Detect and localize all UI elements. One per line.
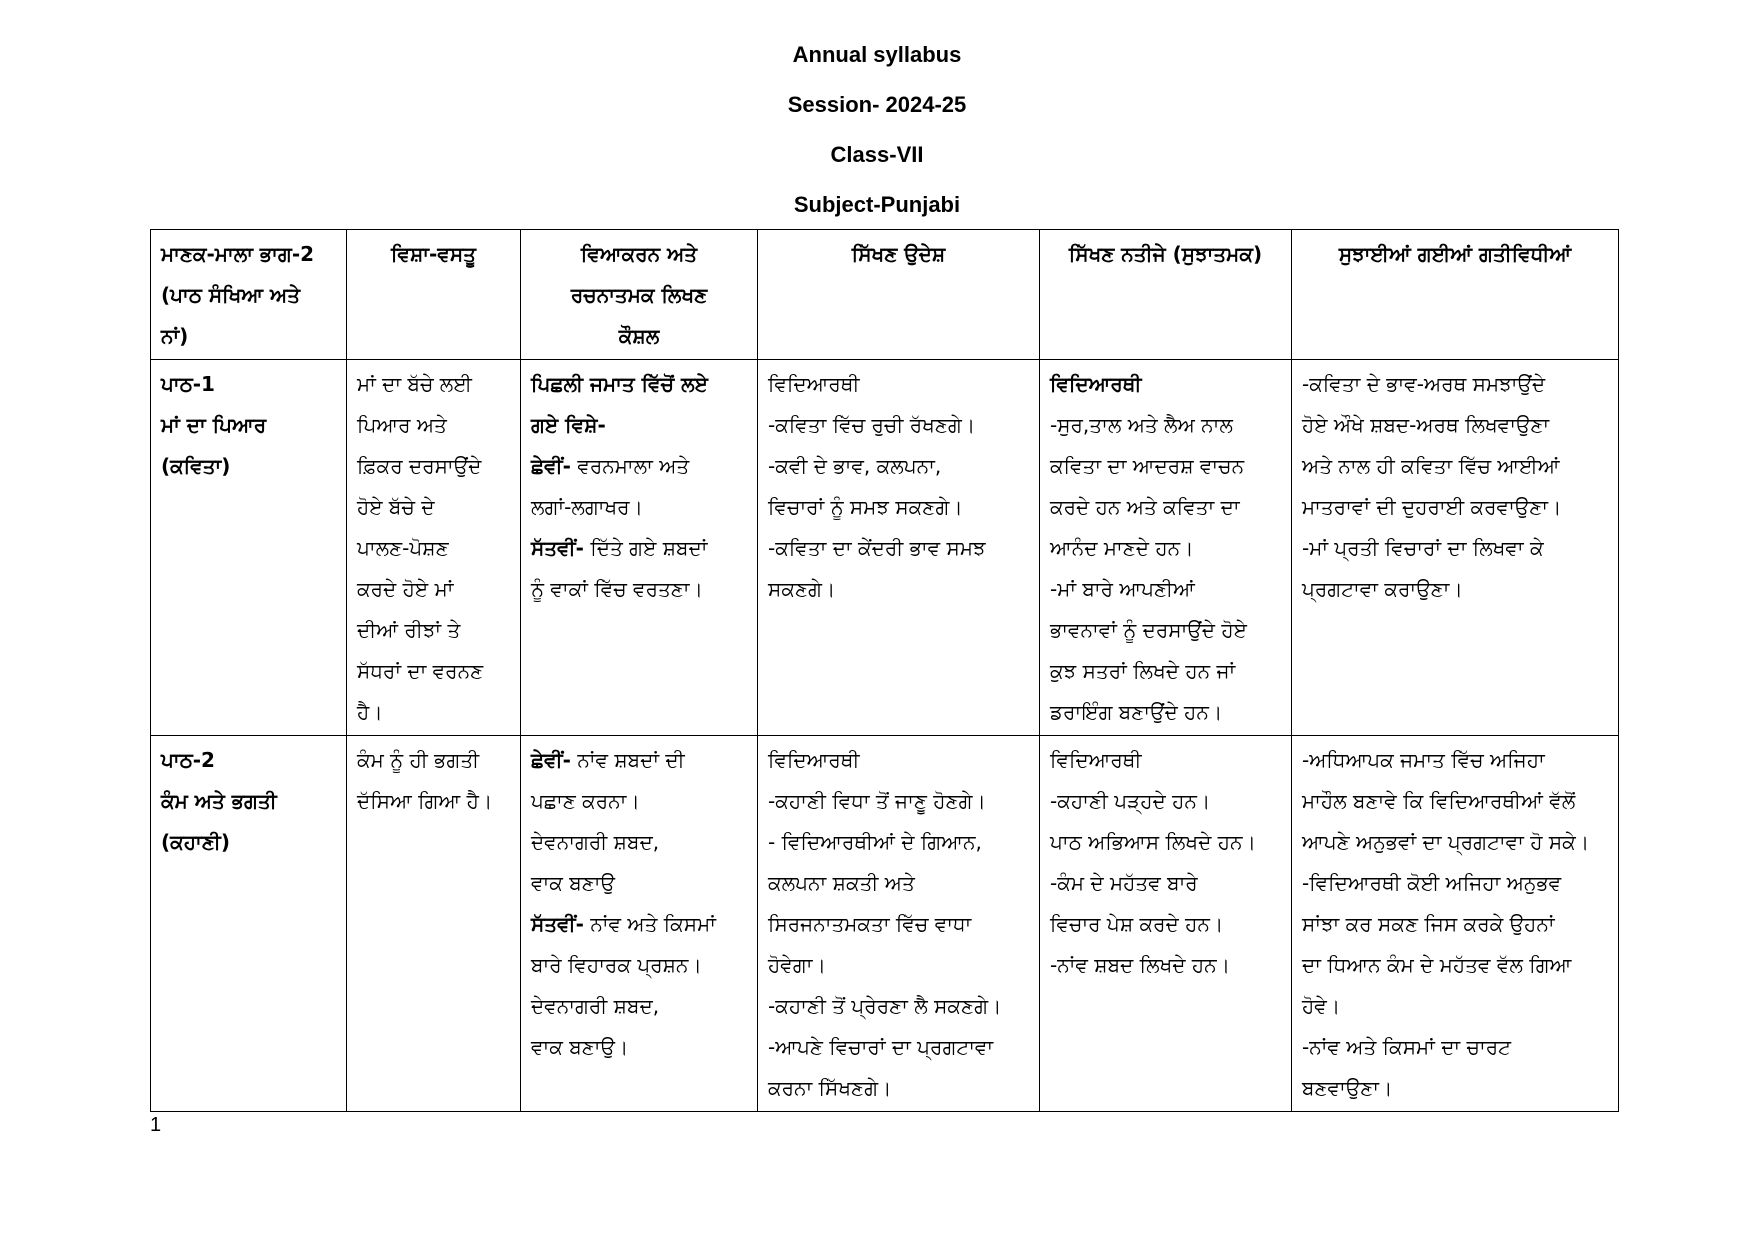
activities-line: ਪ੍ਰਗਟਾਵਾ ਕਰਾਉਣਾ।: [1302, 577, 1463, 601]
content-line: ਹੋਏ ਬੱਚੇ ਦੇ: [357, 495, 435, 519]
lesson-line: ਪਾਠ-2: [161, 748, 215, 772]
outcomes-line: [1050, 740, 1281, 781]
objectives-line: ਹੋਵੇਗਾ।: [768, 953, 826, 977]
line-text: ਲਗਾਂ-ਲਗਾਖਰ।: [531, 495, 644, 519]
content-line: ਪਾਲਣ-ਪੋਸ਼ਣ: [357, 536, 449, 560]
activities-line: -ਮਾਂ ਪ੍ਰਤੀ ਵਿਚਾਰਾਂ ਦਾ ਲਿਖਵਾ ਕੇ: [1302, 536, 1544, 560]
cell-content: [347, 360, 521, 736]
outcomes-line: [1050, 904, 1281, 945]
objectives-line: ਸਕਣਗੇ।: [768, 577, 836, 601]
bold-label: ਸੱਤਵੀਂ-: [531, 912, 584, 936]
line-text: ਦੇਵਨਾਗਰੀ ਸ਼ਬਦ,: [531, 830, 660, 854]
header-activities: ਸੁਝਾਈਆਂ ਗਈਆਂ ਗਤੀਵਿਧੀਆਂ: [1292, 230, 1619, 360]
outcomes-line: [1050, 822, 1281, 863]
doc-title: Annual syllabus: [792, 42, 962, 67]
content-line: ਦੀਆਂ ਰੀਝਾਂ ਤੇ: [357, 618, 461, 642]
table-header-row: [151, 230, 1619, 360]
cell-objectives: [758, 360, 1040, 736]
lesson-line: ਮਾਂ ਦਾ ਪਿਆਰ: [161, 413, 267, 437]
syllabus-table: [150, 229, 1619, 1112]
grammar-line: [531, 904, 747, 945]
cell-lesson: [151, 736, 347, 1112]
outcomes-line: [1050, 487, 1281, 528]
outcomes-line: [1050, 569, 1281, 610]
cell-lesson: [151, 360, 347, 736]
objectives-line: -ਕਵਿਤਾ ਵਿੱਚ ਰੁਚੀ ਰੱਖਣਗੇ।: [768, 413, 976, 437]
content-line: ਪਿਆਰ ਅਤੇ: [357, 413, 447, 437]
line-text: ਵਿਦਿਆਰਥੀ: [1050, 748, 1142, 772]
cell-grammar: [521, 360, 758, 736]
content-line: ਫ਼ਿਕਰ ਦਰਸਾਉਂਦੇ: [357, 454, 482, 478]
line-text: ਆਨੰਦ ਮਾਣਦੇ ਹਨ।: [1050, 536, 1194, 560]
activities-line: ਦਾ ਧਿਆਨ ਕੰਮ ਦੇ ਮਹੱਤਵ ਵੱਲ ਗਿਆ: [1302, 953, 1572, 977]
grammar-line: [531, 740, 747, 781]
document-header: [0, 30, 1754, 230]
objectives-line: ਵਿਦਿਆਰਥੀ: [768, 748, 860, 772]
line-text: ਕੁਝ ਸਤਰਾਂ ਲਿਖਦੇ ਹਨ ਜਾਂ: [1050, 659, 1236, 683]
objectives-line: ਵਿਦਿਆਰਥੀ: [768, 372, 860, 396]
outcomes-line: [1050, 945, 1281, 986]
objectives-line: ਵਿਚਾਰਾਂ ਨੂੰ ਸਮਝ ਸਕਣਗੇ।: [768, 495, 963, 519]
activities-line: -ਵਿਦਿਆਰਥੀ ਕੋਈ ਅਜਿਹਾ ਅਨੁਭਵ: [1302, 871, 1562, 895]
objectives-line: ਸਿਰਜਨਾਤਮਕਤਾ ਵਿੱਚ ਵਾਧਾ: [768, 912, 972, 936]
objectives-line: -ਕਵੀ ਦੇ ਭਾਵ, ਕਲਪਨਾ,: [768, 454, 942, 478]
grammar-line: [531, 781, 747, 822]
activities-line: -ਅਧਿਆਪਕ ਜਮਾਤ ਵਿੱਚ ਅਜਿਹਾ: [1302, 748, 1545, 772]
header-lesson: ਮਾਣਕ-ਮਾਲਾ ਭਾਗ-2 (ਪਾਠ ਸੰਖਿਆ ਅਤੇ ਨਾਂ): [151, 230, 347, 360]
line-text: ਪਾਠ ਅਭਿਆਸ ਲਿਖਦੇ ਹਨ।: [1050, 830, 1256, 854]
objectives-line: ਕਰਨਾ ਸਿੱਖਣਗੇ।: [768, 1076, 892, 1100]
cell-outcomes: [1040, 360, 1292, 736]
line-text: -ਸੁਰ,ਤਾਲ ਅਤੇ ਲੈਅ ਨਾਲ: [1050, 413, 1233, 437]
line-text: ਕਵਿਤਾ ਦਾ ਆਦਰਸ਼ ਵਾਚਨ: [1050, 454, 1245, 478]
grammar-line: [531, 1027, 747, 1068]
outcomes-line: [1050, 610, 1281, 651]
line-text: ਵਾਕ ਬਣਾਉ: [531, 871, 615, 895]
outcomes-line: [1050, 863, 1281, 904]
content-line: ਦੱਸਿਆ ਗਿਆ ਹੈ।: [357, 789, 493, 813]
content-line: ਹੈ।: [357, 700, 383, 724]
line-text: ਡਰਾਇੰਗ ਬਣਾਉਂਦੇ ਹਨ।: [1050, 700, 1223, 724]
bold-label: ਵਿਦਿਆਰਥੀ: [1050, 372, 1142, 396]
grammar-line: [531, 405, 747, 446]
bold-label: ਗਏ ਵਿਸ਼ੇ-: [531, 413, 606, 437]
bold-label: ਸੱਤਵੀਂ-: [531, 536, 584, 560]
line-text: -ਮਾਂ ਬਾਰੇ ਆਪਣੀਆਂ: [1050, 577, 1195, 601]
cell-objectives: [758, 736, 1040, 1112]
activities-line: ਅਤੇ ਨਾਲ ਹੀ ਕਵਿਤਾ ਵਿੱਚ ਆਈਆਂ: [1302, 454, 1560, 478]
objectives-line: ਕਲਪਨਾ ਸ਼ਕਤੀ ਅਤੇ: [768, 871, 915, 895]
session-label: Session- 2024-25: [787, 92, 967, 117]
grammar-line: [531, 863, 747, 904]
line-text: ਵਿਚਾਰ ਪੇਸ਼ ਕਰਦੇ ਹਨ।: [1050, 912, 1224, 936]
line-text: -ਕਹਾਣੀ ਪੜ੍ਹਦੇ ਹਨ।: [1050, 789, 1211, 813]
lesson-line: (ਕਵਿਤਾ): [161, 454, 231, 478]
outcomes-line: [1050, 405, 1281, 446]
header-content: ਵਿਸ਼ਾ-ਵਸਤੂ: [347, 230, 521, 360]
lesson-line: ਕੰਮ ਅਤੇ ਭਗਤੀ: [161, 789, 277, 813]
grammar-line: [531, 986, 747, 1027]
grammar-line: [531, 528, 747, 569]
line-text: ਨੂੰ ਵਾਕਾਂ ਵਿੱਚ ਵਰਤਣਾ।: [531, 577, 703, 601]
grammar-line: [531, 569, 747, 610]
activities-line: ਹੋਵੇ।: [1302, 994, 1341, 1018]
subject-label: Subject-Punjabi: [793, 192, 961, 217]
grammar-line: [531, 446, 747, 487]
line-text: -ਨਾਂਵ ਸ਼ਬਦ ਲਿਖਦੇ ਹਨ।: [1050, 953, 1231, 977]
activities-line: ਮਾਹੌਲ ਬਣਾਵੇ ਕਿ ਵਿਦਿਆਰਥੀਆਂ ਵੱਲੋਂ: [1302, 789, 1576, 813]
line-text: ਨਾਂਵ ਅਤੇ ਕਿਸਮਾਂ: [583, 912, 716, 936]
content-line: ਸੱਧਰਾਂ ਦਾ ਵਰਨਣ: [357, 659, 484, 683]
line-text: ਬਾਰੇ ਵਿਹਾਰਕ ਪ੍ਰਸ਼ਨ।: [531, 953, 702, 977]
outcomes-line: [1050, 692, 1281, 733]
outcomes-line: [1050, 528, 1281, 569]
content-line: ਕਰਦੇ ਹੋਏ ਮਾਂ: [357, 577, 454, 601]
activities-line: -ਕਵਿਤਾ ਦੇ ਭਾਵ-ਅਰਥ ਸਮਝਾਉਂਦੇ: [1302, 372, 1546, 396]
activities-line: ਮਾਤਰਾਵਾਂ ਦੀ ਦੁਹਰਾਈ ਕਰਵਾਉਣਾ।: [1302, 495, 1562, 519]
header-grammar: ਵਿਆਕਰਨ ਅਤੇ ਰਚਨਾਤਮਕ ਲਿਖਣ ਕੌਸ਼ਲ: [521, 230, 758, 360]
objectives-line: - ਵਿਦਿਆਰਥੀਆਂ ਦੇ ਗਿਆਨ,: [768, 830, 982, 854]
bold-label: ਪਿਛਲੀ ਜਮਾਤ ਵਿੱਚੋਂ ਲਏ: [531, 372, 708, 396]
activities-line: ਆਪਣੇ ਅਨੁਭਵਾਂ ਦਾ ਪ੍ਰਗਟਾਵਾ ਹੋ ਸਕੇ।: [1302, 830, 1590, 854]
cell-content: [347, 736, 521, 1112]
line-text: ਨਾਂਵ ਸ਼ਬਦਾਂ ਦੀ: [570, 748, 685, 772]
activities-line: ਬਣਵਾਉਣਾ।: [1302, 1076, 1393, 1100]
outcomes-line: [1050, 781, 1281, 822]
line-text: ਵਰਨਮਾਲਾ ਅਤੇ: [570, 454, 690, 478]
lesson-line: ਪਾਠ-1: [161, 372, 215, 396]
cell-activities: [1292, 360, 1619, 736]
bold-label: ਛੇਵੀਂ-: [531, 454, 571, 478]
table-row: [151, 360, 1619, 736]
grammar-line: [531, 487, 747, 528]
line-text: ਦੇਵਨਾਗਰੀ ਸ਼ਬਦ,: [531, 994, 660, 1018]
page-number: 1: [150, 1114, 162, 1136]
line-text: ਭਾਵਨਾਵਾਂ ਨੂੰ ਦਰਸਾਉਂਦੇ ਹੋਏ: [1050, 618, 1247, 642]
objectives-line: -ਕਵਿਤਾ ਦਾ ਕੇਂਦਰੀ ਭਾਵ ਸਮਝ: [768, 536, 986, 560]
table-row: [151, 736, 1619, 1112]
grammar-line: [531, 822, 747, 863]
objectives-line: -ਕਹਾਣੀ ਵਿਧਾ ਤੋਂ ਜਾਣੂ ਹੋਣਗੇ।: [768, 789, 986, 813]
line-text: ਵਾਕ ਬਣਾਉ।: [531, 1035, 629, 1059]
line-text: ਦਿੱਤੇ ਗਏ ਸ਼ਬਦਾਂ: [583, 536, 708, 560]
grammar-line: [531, 945, 747, 986]
outcomes-line: [1050, 364, 1281, 405]
objectives-line: -ਆਪਣੇ ਵਿਚਾਰਾਂ ਦਾ ਪ੍ਰਗਟਾਵਾ: [768, 1035, 994, 1059]
activities-line: ਸਾਂਝਾ ਕਰ ਸਕਣ ਜਿਸ ਕਰਕੇ ਉਹਨਾਂ: [1302, 912, 1555, 936]
objectives-line: -ਕਹਾਣੀ ਤੋਂ ਪ੍ਰੇਰਣਾ ਲੈ ਸਕਣਗੇ।: [768, 994, 1002, 1018]
cell-activities: [1292, 736, 1619, 1112]
line-text: ਕਰਦੇ ਹਨ ਅਤੇ ਕਵਿਤਾ ਦਾ: [1050, 495, 1240, 519]
lesson-line: (ਕਹਾਣੀ): [161, 830, 230, 854]
content-line: ਕੰਮ ਨੂੰ ਹੀ ਭਗਤੀ: [357, 748, 480, 772]
cell-outcomes: [1040, 736, 1292, 1112]
activities-line: ਹੋਏ ਔਖੇ ਸ਼ਬਦ-ਅਰਥ ਲਿਖਵਾਉਣਾ: [1302, 413, 1550, 437]
header-objectives: ਸਿੱਖਣ ਉਦੇਸ਼: [758, 230, 1040, 360]
cell-grammar: [521, 736, 758, 1112]
class-label: Class-VII: [830, 142, 924, 167]
outcomes-line: [1050, 651, 1281, 692]
bold-label: ਛੇਵੀਂ-: [531, 748, 571, 772]
outcomes-line: [1050, 446, 1281, 487]
grammar-line: [531, 364, 747, 405]
line-text: ਪਛਾਣ ਕਰਨਾ।: [531, 789, 640, 813]
content-line: ਮਾਂ ਦਾ ਬੱਚੇ ਲਈ: [357, 372, 472, 396]
line-text: -ਕੰਮ ਦੇ ਮਹੱਤਵ ਬਾਰੇ: [1050, 871, 1198, 895]
activities-line: -ਨਾਂਵ ਅਤੇ ਕਿਸਮਾਂ ਦਾ ਚਾਰਟ: [1302, 1035, 1511, 1059]
header-outcomes: ਸਿੱਖਣ ਨਤੀਜੇ (ਸੁਝਾਤਮਕ): [1040, 230, 1292, 360]
